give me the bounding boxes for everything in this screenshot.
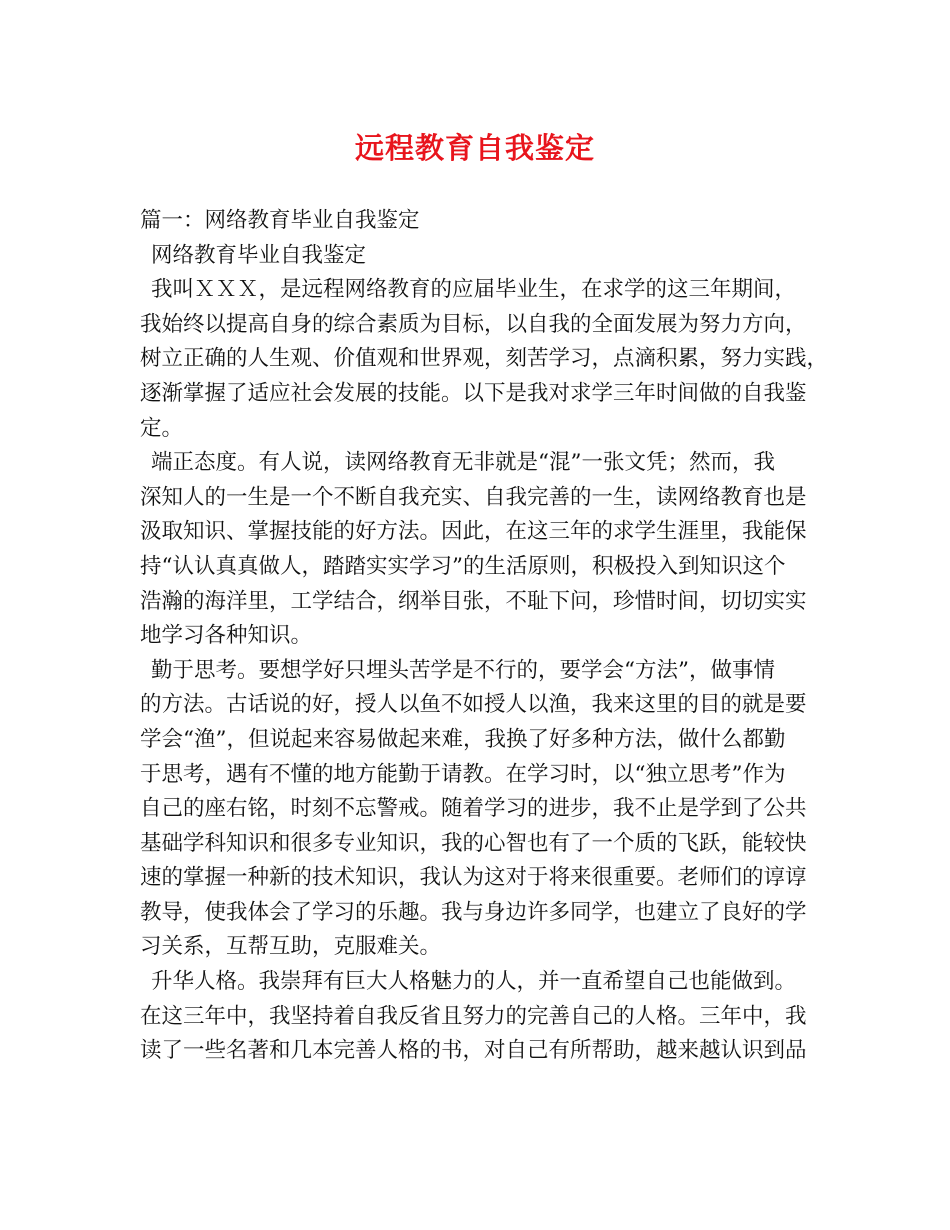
text-line: 教导，使我体会了学习的乐趣。我与身边许多同学，也建立了良好的学 (140, 899, 807, 925)
text-line: 篇一：网络教育毕业自我鉴定 (140, 208, 420, 233)
text-line: 读了一些名著和几本完善人格的书，对自己有所帮助，越来越认识到品 (140, 1038, 807, 1064)
text-line: 学会“渔”，但说起来容易做起来难，我换了好多种方法，做什么都勤 (140, 726, 786, 752)
text-line: 树立正确的人生观、价值观和世界观，刻苦学习，点滴积累，努力实践， (140, 346, 829, 372)
text-line: 逐渐掌握了适应社会发展的技能。以下是我对求学三年时间做的自我鉴 (140, 380, 807, 406)
text-line: 速的掌握一种新的技术知识，我认为这对于将来很重要。老师们的谆谆 (140, 865, 807, 891)
text-line: 基础学科知识和很多专业知识，我的心智也有了一个质的飞跃，能较快 (140, 830, 807, 856)
text-line: 网络教育毕业自我鉴定 (151, 242, 367, 268)
text-line: 自己的座右铭，时刻不忘警戒。随着学习的进步，我不止是学到了公共 (140, 796, 807, 822)
text-line: 升华人格。我崇拜有巨大人格魅力的人，并一直希望自己也能做到。 (151, 969, 797, 995)
text-line: 端正态度。有人说，读网络教育无非就是“混”一张文凭；然而，我 (151, 450, 775, 476)
document-title: 远程教育自我鉴定 (354, 131, 595, 165)
text-line: 汲取知识、掌握技能的好方法。因此，在这三年的求学生涯里，我能保 (140, 519, 807, 545)
text-line: 于思考，遇有不懂的地方能勤于请教。在学习时，以“独立思考”作为 (140, 761, 786, 787)
text-line: 勤于思考。要想学好只埋头苦学是不行的，要学会“方法”，做事情 (151, 657, 775, 683)
text-line: 深知人的一生是一个不断自我充实、自我完善的一生，读网络教育也是 (140, 484, 807, 510)
document-body (140, 204, 829, 1069)
text-line: 在这三年中，我坚持着自我反省且努力的完善自己的人格。三年中，我 (140, 1003, 807, 1029)
text-line: 地学习各种知识。 (140, 623, 313, 649)
text-line: 习关系，互帮互助，克服难关。 (140, 934, 442, 960)
text-line: 定。 (140, 415, 184, 441)
text-line: 我叫ＸＸＸ，是远程网络教育的应届毕业生，在求学的这三年期间， (151, 277, 797, 303)
text-line: 持“认认真真做人，踏踏实实学习”的生活原则，积极投入到知识这个 (140, 553, 786, 579)
text-line: 浩瀚的海洋里，工学结合，纲举目张，不耻下问，珍惜时间，切切实实 (140, 588, 807, 614)
text-line: 我始终以提高自身的综合素质为目标，以自我的全面发展为努力方向， (140, 311, 807, 337)
text-line: 的方法。古话说的好，授人以鱼不如授人以渔，我来这里的目的就是要 (140, 692, 807, 718)
